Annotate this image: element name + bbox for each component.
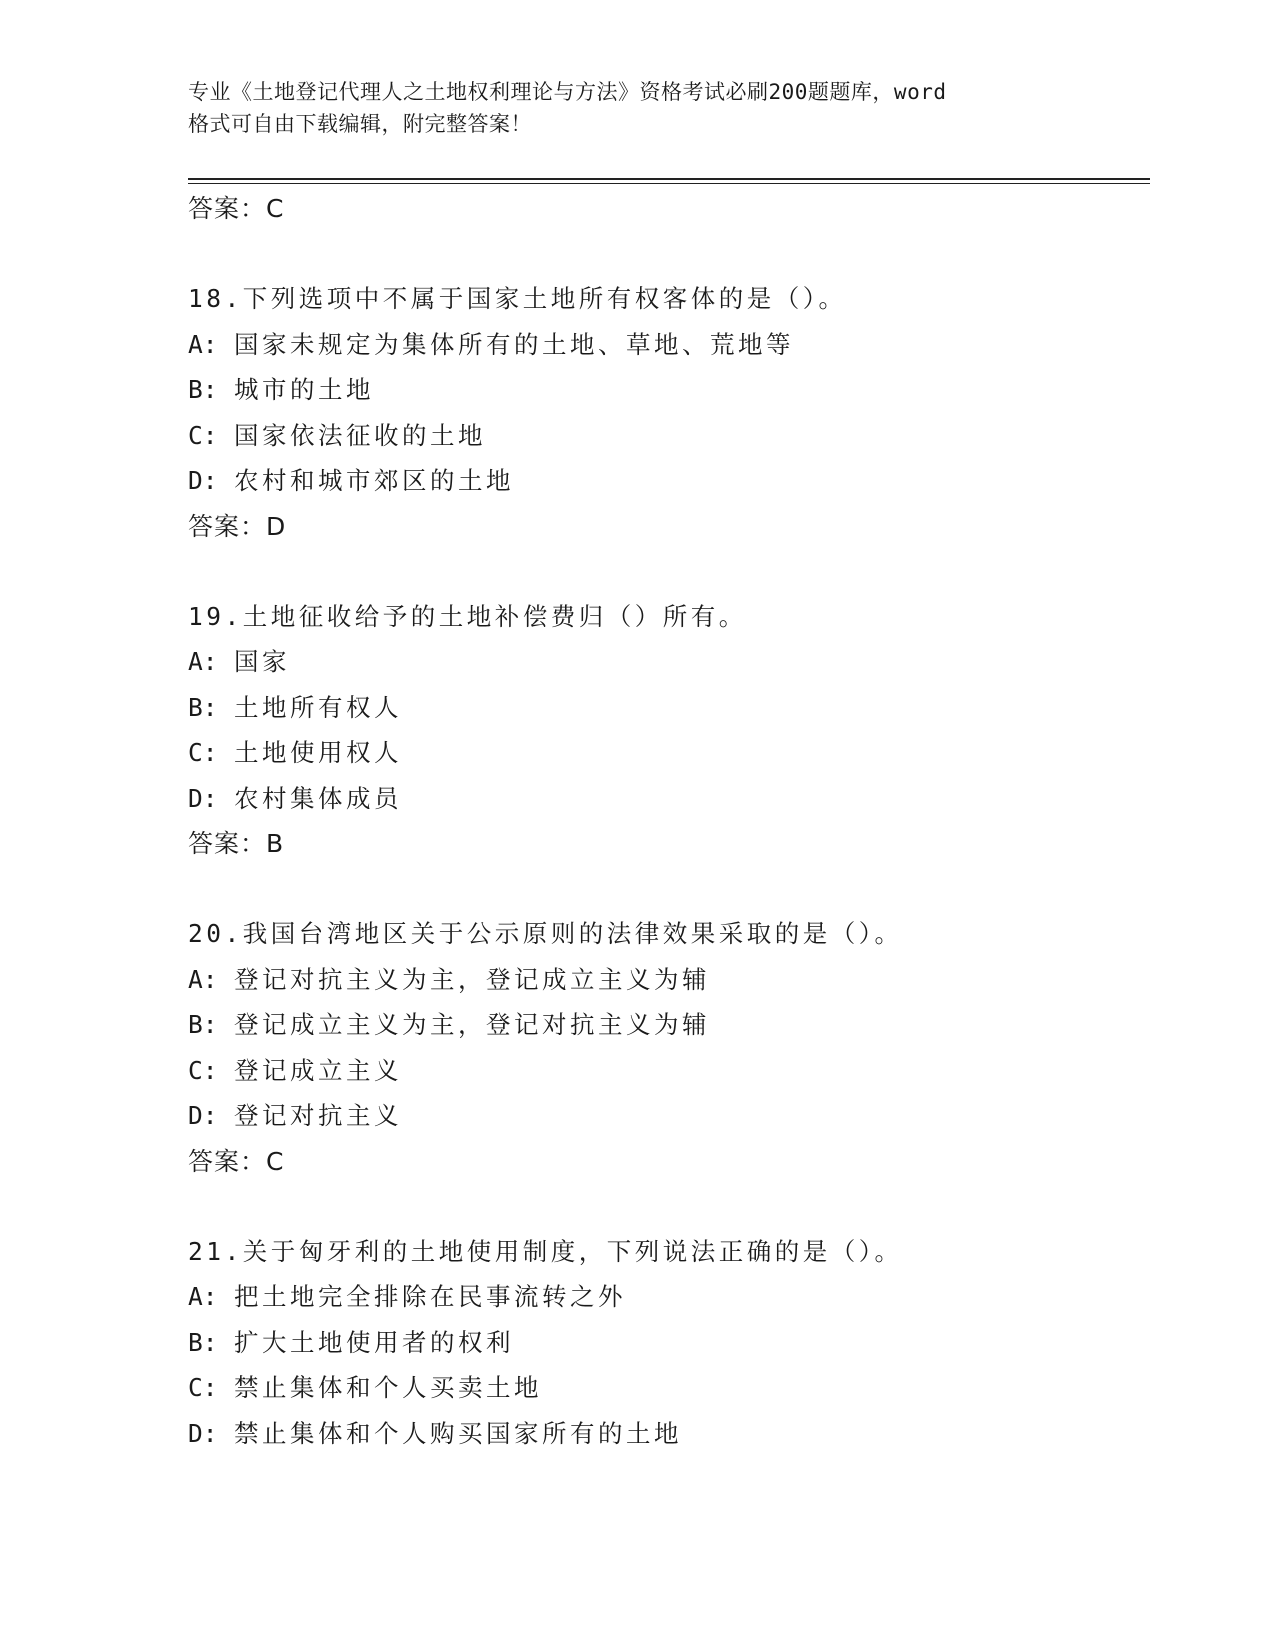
answer-prefix: 答案： [188,1146,267,1176]
answer-option [188,322,1128,368]
option-letter: B: [188,1327,218,1357]
header-line-1: 专业《土地登记代理人之土地权利理论与方法》资格考试必刷200题题库，word [188,80,947,104]
answer-option [188,1048,1128,1094]
option-letter: A: [188,329,218,359]
answer-option [188,776,1128,822]
option-text: 农村集体成员 [234,783,402,813]
option-letter: D: [188,1418,218,1448]
question-block [188,276,1128,550]
answer-value: B [266,829,285,858]
answer-option [188,685,1128,731]
answer-option [188,730,1128,776]
answer-line [188,1139,1128,1185]
option-letter: A: [188,1282,218,1311]
question-block [188,911,1128,1185]
option-text: 登记成立主义为主，登记对抗主义为辅 [234,1010,710,1039]
option-text: 禁止集体和个人买卖土地 [234,1373,542,1402]
answer-line [188,821,1128,867]
answer-prefix: 答案： [188,829,267,858]
answer-value: C [266,1146,285,1176]
option-text: 国家 [234,647,290,676]
option-letter: A: [188,647,218,676]
answer-option [188,458,1128,504]
option-text: 土地所有权人 [234,692,402,722]
answer-option [188,1411,1128,1457]
question-stem: 21.关于匈牙利的土地使用制度，下列说法正确的是（）。 [188,1236,903,1266]
option-letter: B: [188,692,218,722]
answer-line [188,504,1128,550]
answer-prefix: 答案： [188,194,267,223]
option-letter: B: [188,1010,218,1039]
option-text: 登记对抗主义 [234,1101,402,1130]
answer-option [188,639,1128,685]
option-text: 国家未规定为集体所有的土地、草地、荒地等 [234,329,794,359]
answer-option [188,367,1128,413]
question-stem: 18.下列选项中不属于国家土地所有权客体的是（）。 [188,284,847,313]
option-letter: D: [188,1101,218,1130]
option-text: 登记对抗主义为主，登记成立主义为辅 [234,964,710,994]
answer-option [188,1093,1128,1139]
option-letter: B: [188,375,218,404]
option-text: 把土地完全排除在民事流转之外 [234,1282,626,1311]
answer-option [188,413,1128,459]
question-list [188,186,1128,1500]
answer-line [188,186,1128,232]
question-block [188,1229,1128,1457]
answer-value: D [266,511,287,541]
question-stem: 19.土地征收给予的土地补偿费归（）所有。 [188,601,747,631]
header-line-2: 格式可自由下载编辑，附完整答案！ [188,112,532,136]
answer-option [188,1365,1128,1411]
option-text: 扩大土地使用者的权利 [234,1327,514,1357]
header-divider-thin [188,183,1150,184]
option-letter: C: [188,738,218,767]
option-letter: C: [188,420,218,450]
option-text: 禁止集体和个人购买国家所有的土地 [234,1418,682,1448]
question-block [188,594,1128,868]
option-letter: C: [188,1055,218,1085]
option-text: 国家依法征收的土地 [234,420,486,450]
option-text: 土地使用权人 [234,738,402,767]
option-text: 登记成立主义 [234,1055,402,1085]
option-text: 城市的土地 [234,375,374,404]
option-letter: C: [188,1373,218,1402]
option-letter: D: [188,466,218,495]
answer-option [188,1320,1128,1366]
option-letter: A: [188,964,218,994]
answer-value: C [266,194,285,223]
answer-option [188,1274,1128,1320]
answer-prefix: 答案： [188,511,267,541]
question-stem: 20.我国台湾地区关于公示原则的法律效果采取的是（）。 [188,919,903,948]
header-divider-thick [188,178,1150,180]
option-letter: D: [188,783,218,813]
answer-option [188,957,1128,1003]
document-header [188,76,1068,140]
answer-option [188,1002,1128,1048]
option-text: 农村和城市郊区的土地 [234,466,514,495]
